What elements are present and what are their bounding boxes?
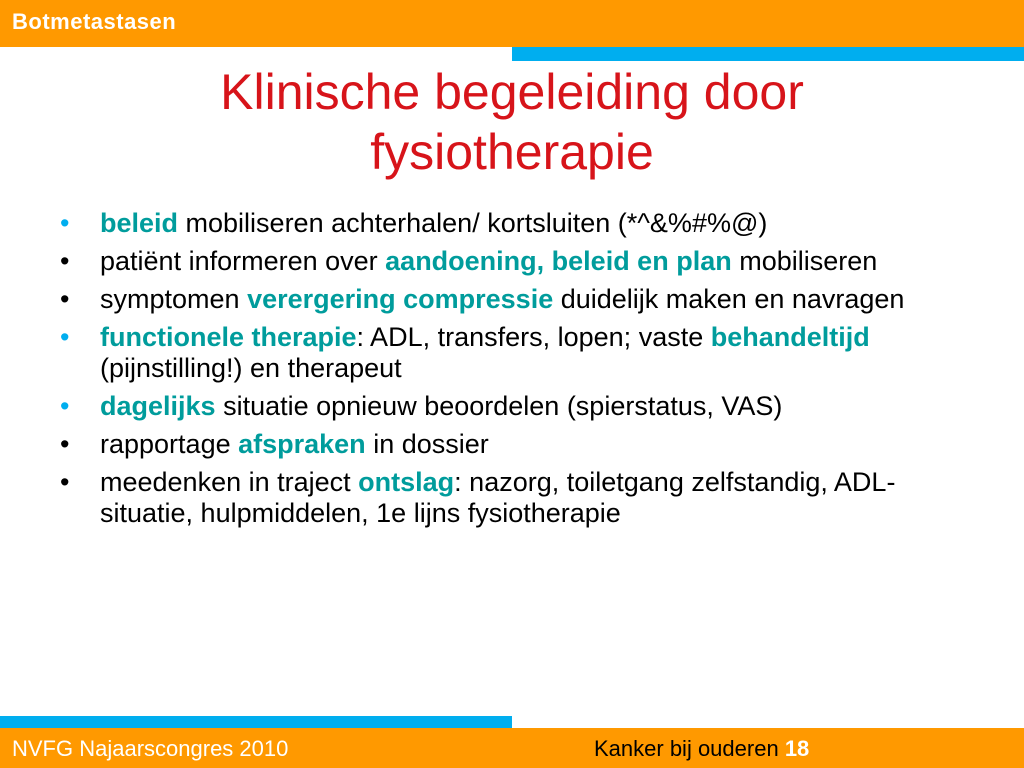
header-accent-stripe <box>512 47 1024 61</box>
slide-title-line-2: fysiotherapie <box>370 124 654 180</box>
bullet-text: duidelijk maken en navragen <box>553 284 905 314</box>
bullet-text: : ADL, transfers, lopen; vaste <box>356 322 711 352</box>
footer-topic-text: Kanker bij ouderen <box>594 736 779 761</box>
highlight-text: verergering compressie <box>247 284 554 314</box>
bullet-text: in dossier <box>365 429 489 459</box>
bullet-item <box>56 246 966 277</box>
highlight-text: aandoening, beleid en plan <box>385 246 732 276</box>
highlight-text: ontslag <box>358 467 455 497</box>
bullet-marker: • <box>60 467 70 497</box>
bullet-text: rapportage <box>100 429 239 459</box>
bullet-text: mobiliseren achterhalen/ kortsluiten (*^&%#%@) <box>178 208 768 238</box>
footer-topic <box>594 736 809 762</box>
footer-event-name: NVFG Najaarscongres 2010 <box>12 736 289 761</box>
page-number: 18 <box>784 736 810 761</box>
slide-title-line-1: Klinische begeleiding door <box>220 64 804 120</box>
bullet-text: meedenken in traject <box>100 467 359 497</box>
highlight-text: beleid <box>100 208 179 238</box>
bullet-marker: • <box>60 284 70 314</box>
bullet-item <box>56 322 966 384</box>
slide-title <box>0 62 1024 182</box>
bullet-text: (pijnstilling!) en therapeut <box>100 353 402 383</box>
highlight-text: dagelijks <box>100 391 216 421</box>
bullet-text: patiënt informeren over <box>100 246 386 276</box>
footer-accent-stripe <box>0 716 512 728</box>
bullet-text: mobiliseren <box>731 246 878 276</box>
bullet-marker: • <box>60 391 70 421</box>
bullet-marker: • <box>60 208 70 238</box>
bullet-text: situatie opnieuw beoordelen (spierstatus, VAS) <box>215 391 783 421</box>
section-label: Botmetastasen <box>12 9 177 34</box>
bullet-item <box>56 391 966 422</box>
highlight-text: behandeltijd <box>710 322 870 352</box>
bullet-marker: • <box>60 246 70 276</box>
bullet-item <box>56 284 966 315</box>
bullet-item <box>56 208 966 239</box>
bullet-text: : nazorg, toiletgang zelfstandig, ADL-situatie, hulpmiddelen, 1e lijns fysiotherapie <box>100 467 896 528</box>
bullet-item <box>56 467 966 529</box>
bullet-marker: • <box>60 322 70 352</box>
bullet-text: symptomen <box>100 284 248 314</box>
bullet-marker: • <box>60 429 70 459</box>
bullet-list <box>56 208 966 536</box>
bullet-item <box>56 429 966 460</box>
highlight-text: afspraken <box>238 429 366 459</box>
highlight-text: functionele therapie <box>100 322 357 352</box>
